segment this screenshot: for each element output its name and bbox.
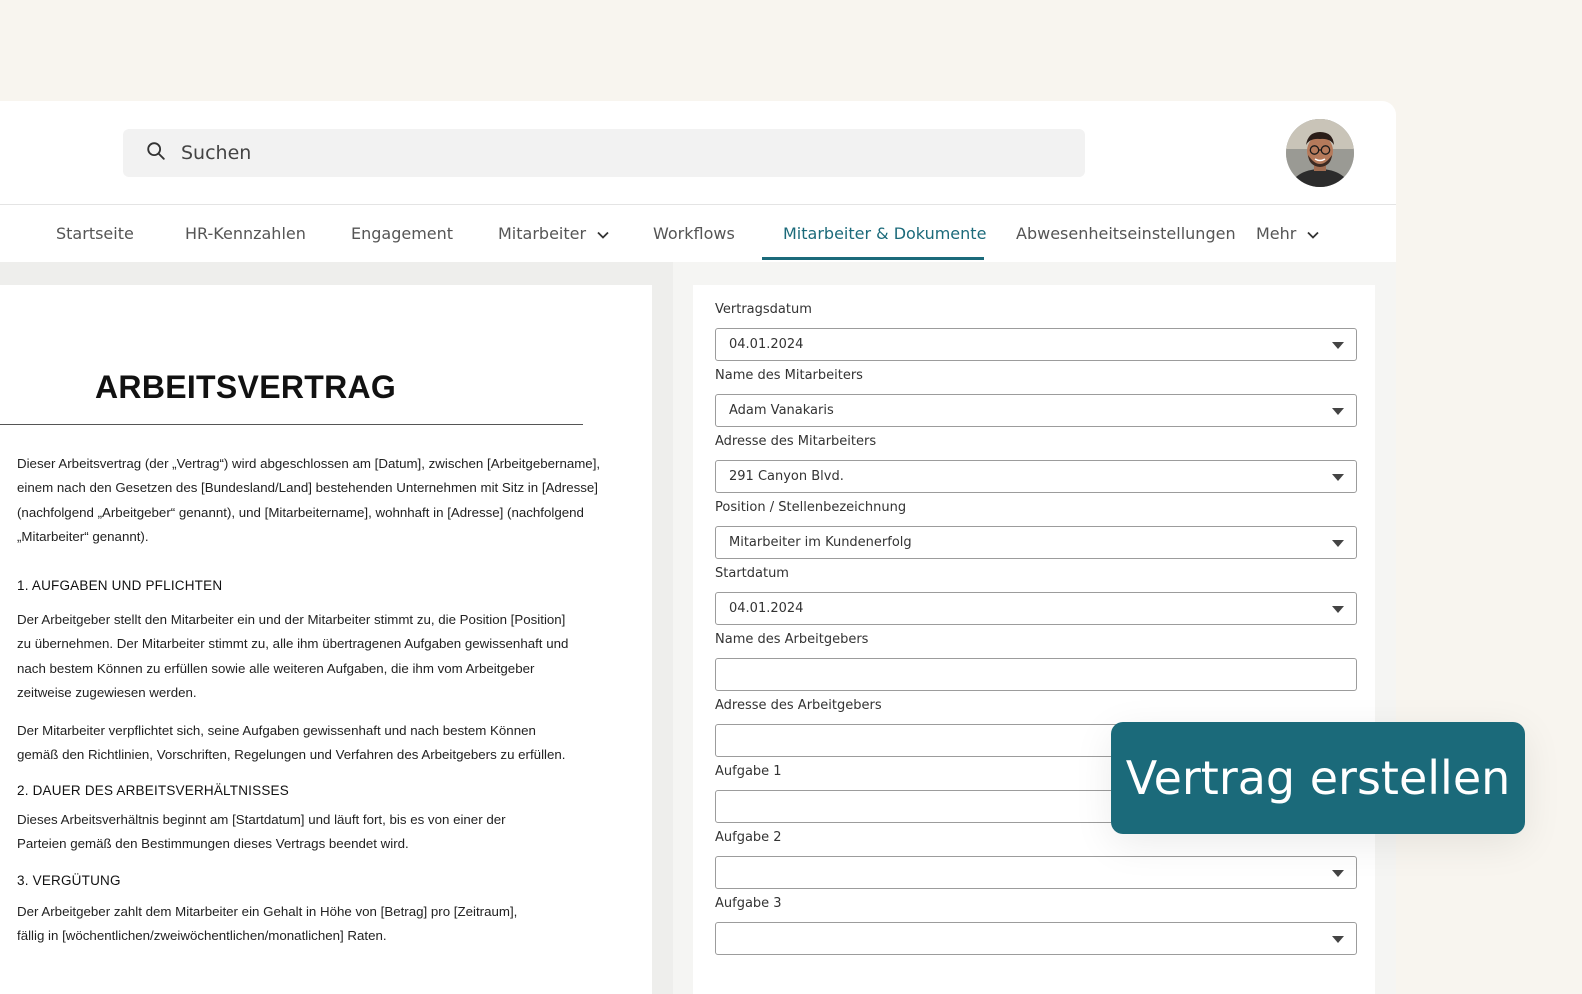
- search-input[interactable]: Suchen: [181, 142, 252, 164]
- search-bar[interactable]: [123, 129, 1085, 177]
- field-label: Adresse des Mitarbeiters: [715, 434, 877, 449]
- field-value: Mitarbeiter im Kundenerfolg: [729, 535, 912, 550]
- startdatum-select[interactable]: [715, 592, 1357, 625]
- title-divider: [0, 424, 583, 425]
- field-value: Adam Vanakaris: [729, 403, 834, 418]
- nav-item-workflows[interactable]: [653, 205, 735, 262]
- app-window: [0, 101, 1396, 994]
- nav-item-mitarbeiter-dokumente[interactable]: [783, 205, 986, 262]
- aufgabe-3-select[interactable]: [715, 922, 1357, 955]
- nav-item-label: Mitarbeiter & Dokumente: [783, 224, 987, 243]
- section-heading: 3. VERGÜTUNG: [17, 873, 121, 888]
- chevron-down-icon: [1306, 227, 1320, 241]
- aufgabe-2-select[interactable]: [715, 856, 1357, 889]
- document-paragraph: Dieses Arbeitsverhältnis beginnt am [Startdatum] und läuft fort, bis es von einer der Parteien gemäß den Bestimmungen dieses Vertrags beendet wird.: [17, 812, 506, 852]
- nav-item-label: HR-Kennzahlen: [185, 224, 306, 243]
- nav-item-label: Engagement: [351, 224, 454, 243]
- create-contract-button[interactable]: Vertrag erstellen: [1111, 722, 1525, 834]
- nav-item-startseite[interactable]: [56, 205, 134, 262]
- document-preview-area: [0, 262, 673, 994]
- nav-item-label: Startseite: [56, 224, 134, 243]
- field-label: Aufgabe 2: [715, 830, 782, 845]
- nav-item-mehr[interactable]: [1256, 205, 1320, 262]
- field-aufgabe-2: [715, 830, 1357, 889]
- dropdown-caret-icon: [1332, 474, 1344, 481]
- field-label: Startdatum: [715, 566, 789, 581]
- section-heading: 2. DAUER DES ARBEITSVERHÄLTNISSES: [17, 783, 289, 798]
- field-value: 04.01.2024: [729, 601, 804, 616]
- top-bar: [0, 101, 1396, 205]
- field-value: 04.01.2024: [729, 337, 804, 352]
- dropdown-caret-icon: [1332, 408, 1344, 415]
- field-value: 291 Canyon Blvd.: [729, 469, 844, 484]
- active-tab-indicator: [762, 257, 984, 260]
- field-startdatum: [715, 566, 1357, 625]
- document-paragraph: Der Mitarbeiter verpflichtet sich, seine Aufgaben gewissenhaft und nach bestem Können gemäß den Richtlinien, Vorschriften, Regelungen und Verfahren des Arbeitgebers zu erfüllen.: [17, 723, 566, 763]
- nav-item-hr-kennzahlen[interactable]: [185, 205, 306, 262]
- field-label: Vertragsdatum: [715, 302, 812, 317]
- main-nav: [0, 205, 1396, 262]
- dropdown-caret-icon: [1332, 342, 1344, 349]
- position-select[interactable]: [715, 526, 1357, 559]
- dropdown-caret-icon: [1332, 540, 1344, 547]
- field-name-arbeitgeber: [715, 632, 1357, 691]
- field-position: [715, 500, 1357, 559]
- dropdown-caret-icon: [1332, 870, 1344, 877]
- nav-item-label: Mitarbeiter: [498, 224, 587, 243]
- chevron-down-icon: [596, 227, 610, 241]
- nav-item-label: Abwesenheitseinstellungen: [1016, 224, 1236, 243]
- field-label: Name des Arbeitgebers: [715, 632, 869, 647]
- avatar[interactable]: [1286, 119, 1354, 187]
- nav-item-mitarbeiter[interactable]: [498, 205, 610, 262]
- document-paragraph: Der Arbeitgeber stellt den Mitarbeiter ein und der Mitarbeiter stimmt zu, die Position [Position] zu übernehmen. Der Mitarbeiter stimmt zu, alle ihm übertragenen Aufgaben gewissenhaft und nach bestem Können zu erfüllen sowie alle weiteren Aufgaben, die ihm vom Arbeitgeber zeitweise zugewiesen werden.: [17, 612, 569, 700]
- field-label: Aufgabe 3: [715, 896, 782, 911]
- nav-item-engagement[interactable]: [351, 205, 453, 262]
- field-adresse-mitarbeiter: [715, 434, 1357, 493]
- arbeitgeber-name-input[interactable]: [715, 658, 1357, 691]
- dropdown-caret-icon: [1332, 936, 1344, 943]
- contract-form-area: [673, 262, 1396, 994]
- vertragsdatum-select[interactable]: [715, 328, 1357, 361]
- section-heading: 1. AUFGABEN UND PFLICHTEN: [17, 578, 223, 593]
- search-icon: [145, 140, 167, 167]
- nav-item-label: Workflows: [653, 224, 735, 243]
- document-title: ARBEITSVERTRAG: [95, 369, 397, 405]
- field-label: Adresse des Arbeitgebers: [715, 698, 882, 713]
- dropdown-caret-icon: [1332, 606, 1344, 613]
- mitarbeiter-adresse-select[interactable]: [715, 460, 1357, 493]
- field-name-mitarbeiter: [715, 368, 1357, 427]
- field-aufgabe-3: [715, 896, 1357, 955]
- field-label: Name des Mitarbeiters: [715, 368, 863, 383]
- document-page: [0, 285, 652, 994]
- document-paragraph: Der Arbeitgeber zahlt dem Mitarbeiter ein Gehalt in Höhe von [Betrag] pro [Zeitraum], fällig in [wöchentlichen/zweiwöchentlichen/monatlichen] Raten.: [17, 904, 518, 944]
- mitarbeiter-name-select[interactable]: [715, 394, 1357, 427]
- contract-form: [693, 285, 1375, 994]
- field-label: Position / Stellenbezeichnung: [715, 500, 907, 515]
- nav-item-label: Mehr: [1256, 224, 1297, 243]
- field-vertragsdatum: [715, 302, 1357, 361]
- nav-item-abwesenheitseinstellungen[interactable]: [1016, 205, 1236, 262]
- field-label: Aufgabe 1: [715, 764, 782, 779]
- document-intro: Dieser Arbeitsvertrag (der „Vertrag“) wird abgeschlossen am [Datum], zwischen [Arbeitgebername], einem nach den Gesetzen des [Bundesland/Land] bestehenden Unternehmen mit Sitz in [Adresse] (nachfolgend „Arbeitgeber“ genannt), und [Mitarbeitername], wohnhaft in [Adresse] (nachfolgend „Mitarbeiter“ genannt).: [17, 456, 601, 544]
